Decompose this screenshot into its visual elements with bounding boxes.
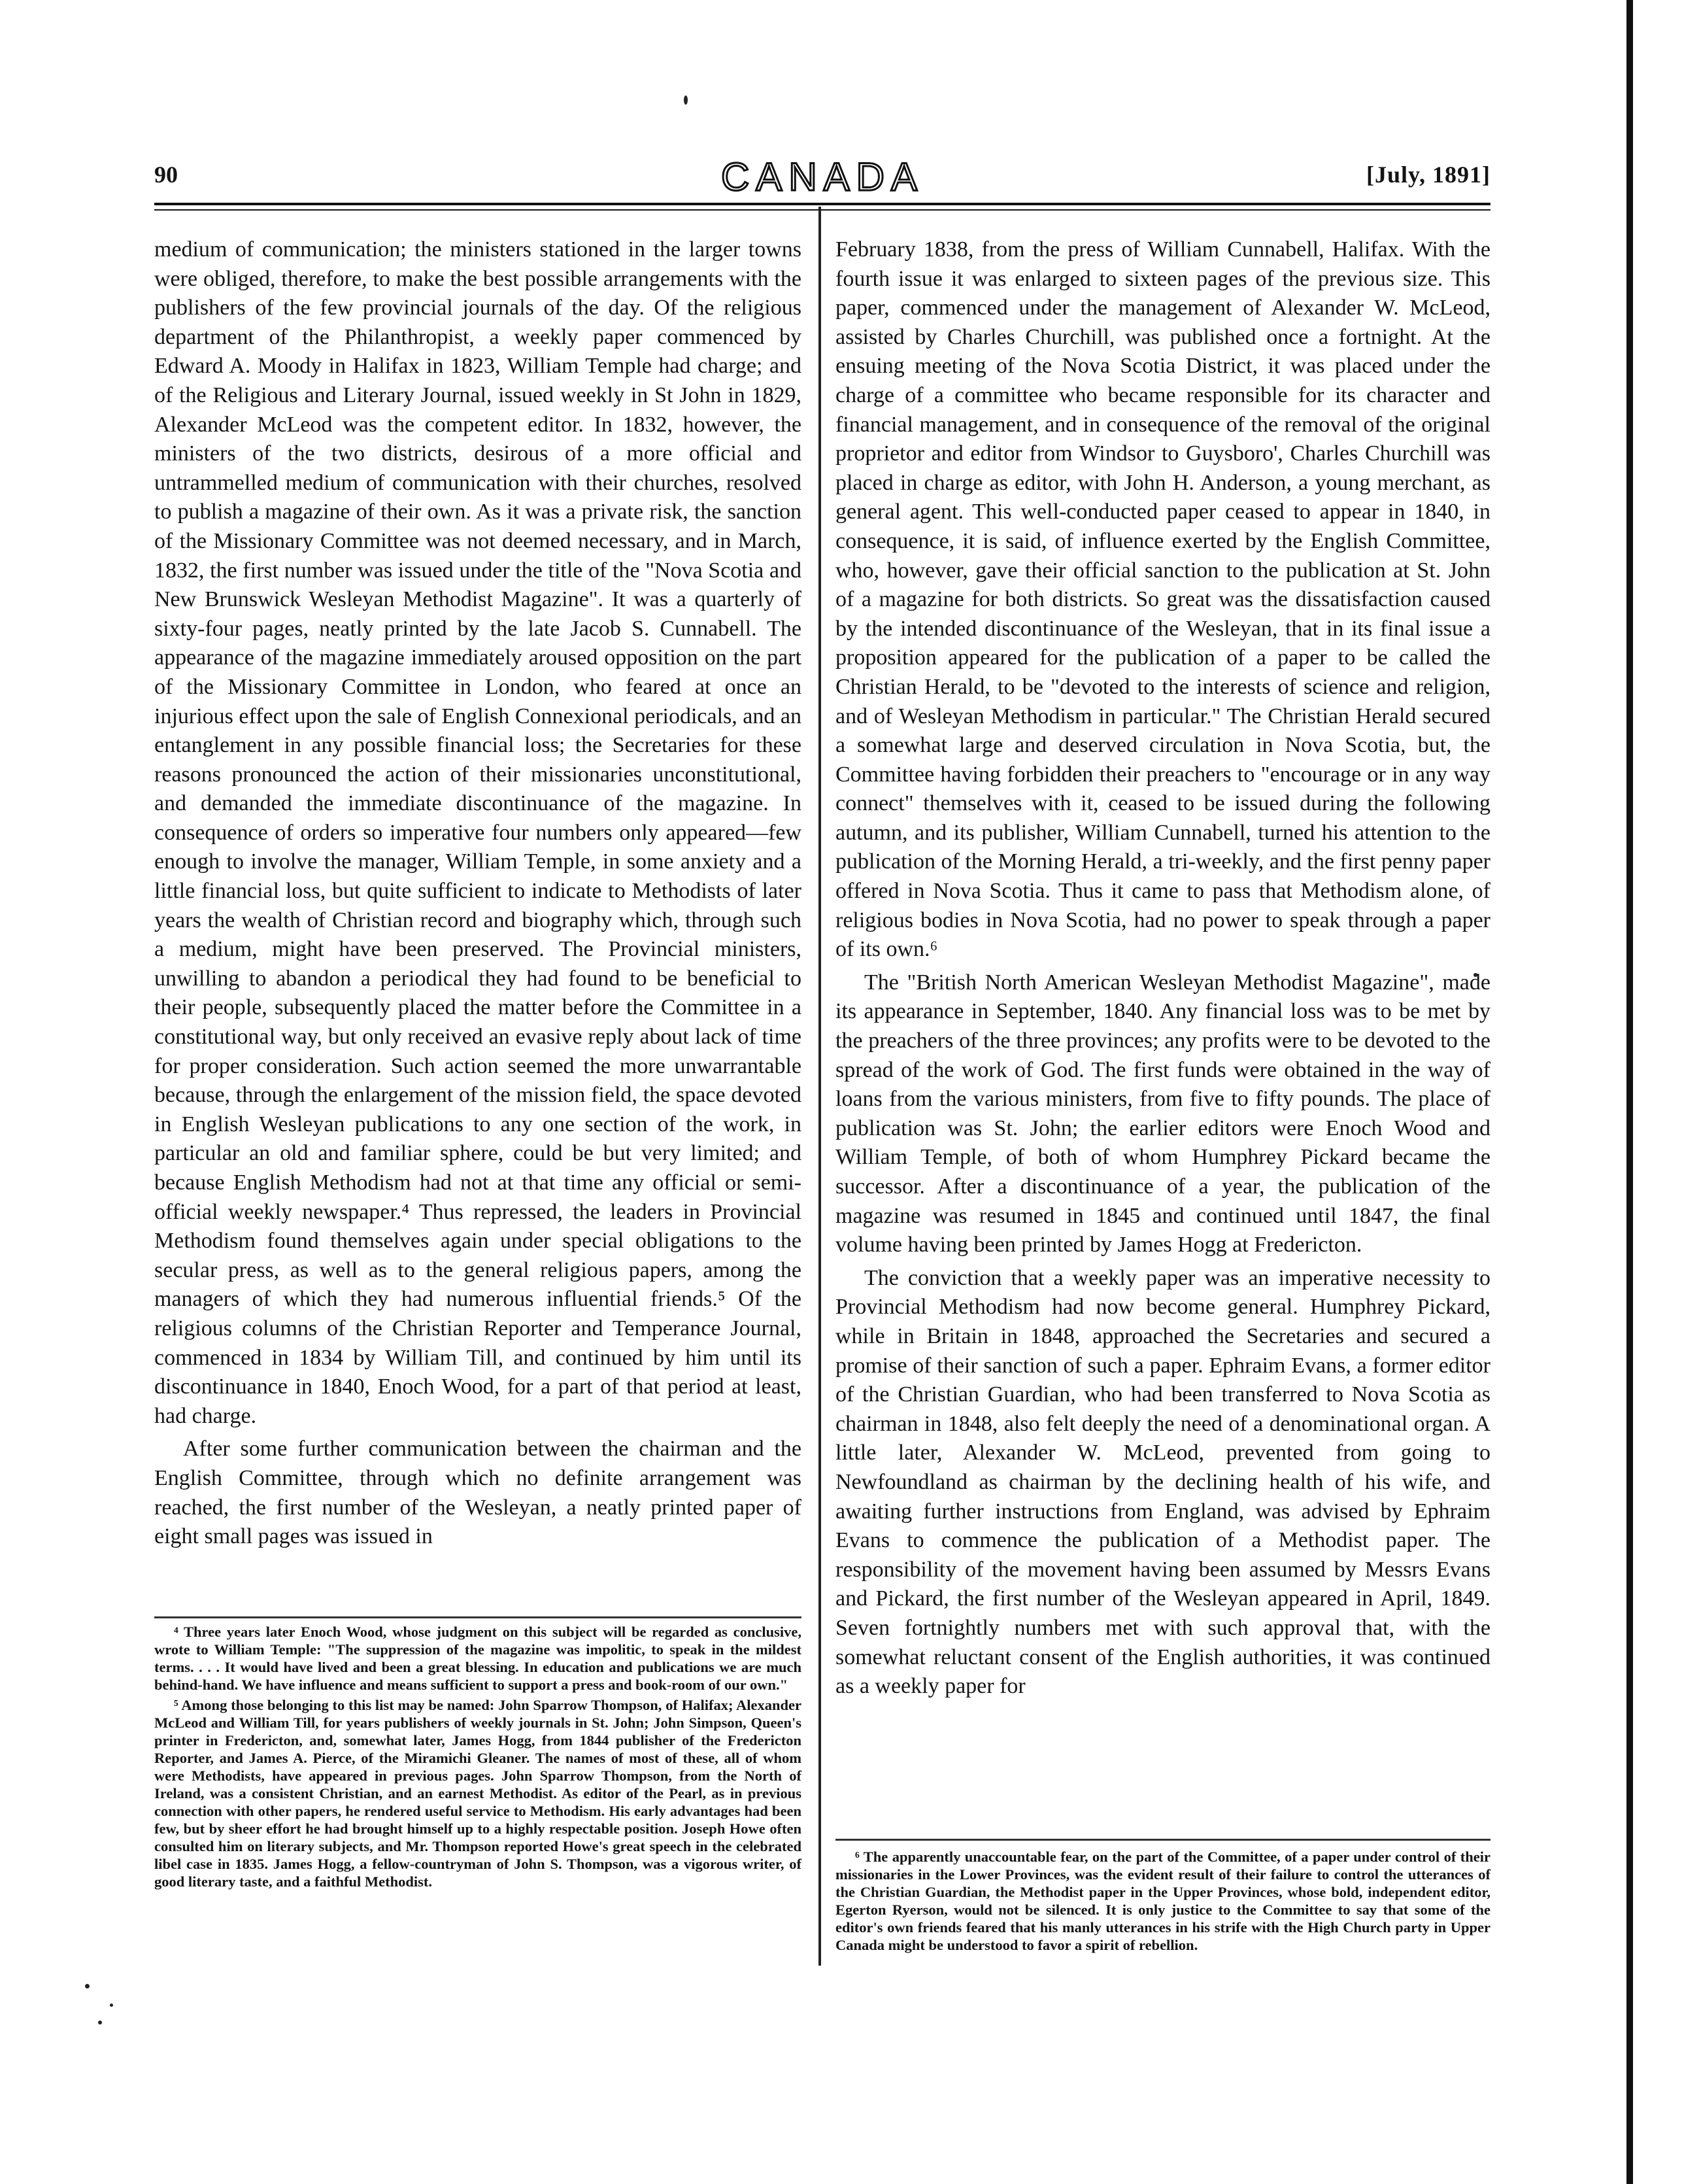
footnote-5: ⁵ Among those belonging to this list may be named: John Sparrow Thompson, of Halifax; Alexander McLeod and William Till, for years publishers of weekly journals in St. John; John Simpson, Queen's printer in Fredericton, and, somewhat later, James Hogg, from 1844 publisher of the Fredericton Reporter, and James A. Pierce, of the Miramichi Gleaner. The names of most of these, all of whom were Methodists, have appeared in previous pages. John Sparrow Thompson, from the North of Ireland, was a consistent Christian, and an earnest Methodist. As editor of the Pearl, as in previous connection with other papers, he rendered useful service to Methodism. His early advantages had been few, but by sheer effort he had brought himself up to a highly respectable position. Joseph Howe often consulted him on literary subjects, and Mr. Thompson reported Howe's great speech in the celebrated libel case in 1835. James Hogg, a fellow-countryman of John S. Thompson, was a vigorous writer, of good literary taste, and a faithful Methodist. [154, 1697, 801, 1890]
header-rule-bottom [154, 209, 1490, 211]
footnote-4: ⁴ Three years later Enoch Wood, whose judgment on this subject will be regarded as conclusive, wrote to William Temple: "The suppression of the magazine was impolitic, to speak in the mildest terms. . . . It would have lived and been a great blessing. In education and publications we are much behind-hand. We have influence and means sufficient to support a press and book-room of our own." [154, 1624, 801, 1693]
page-edge-bar [1626, 0, 1633, 2184]
right-column [835, 235, 1490, 1701]
scan-speck [684, 95, 688, 105]
scan-speck [85, 1984, 90, 1988]
issue-date: [July, 1891] [1366, 162, 1490, 188]
right-footnote-rule [835, 1839, 1490, 1841]
scan-speck [110, 2004, 113, 2007]
footnote-6: ⁶ The apparently unaccountable fear, on the part of the Committee, of a paper under control of their missionaries in the Lower Provinces, was the evident result of their failure to control the utterances of the Christian Guardian, the Methodist paper in the Upper Provinces, whose bold, independent editor, Egerton Ryerson, would not be silenced. It is only justice to the Committee to say that some of the editor's own friends feared that his manly utterances in his strife with the High Church party in Upper Canada might be understood to favor a spirit of rebellion. [835, 1849, 1490, 1953]
column-divider [818, 207, 821, 1966]
right-paragraph-1: February 1838, from the press of William Cunnabell, Halifax. With the fourth issue it was enlarged to sixteen pages of the previous size. This paper, commenced under the management of Alexander W. McLeod, assisted by Charles Churchill, was published once a fortnight. At the ensuing meeting of the Nova Scotia District, it was placed under the charge of a committee who became responsible for its character and financial management, and in consequence of the removal of the original proprietor and editor from Windsor to Guysboro', Charles Churchill was placed in charge as editor, with John H. Anderson, a young merchant, as general agent. This well-conducted paper ceased to appear in 1840, in consequence, it is said, of influence exerted by the English Committee, who, however, gave their official sanction to the publication at St. John of a magazine for both districts. So great was the dissatisfaction caused by the intended discontinuance of the Wesleyan, that in its final issue a proposition appeared for the publication of a paper to be called the Christian Herald, to be "devoted to the interests of science and religion, and of Wesleyan Methodism in particular." The Christian Herald secured a somewhat large and deserved circulation in Nova Scotia, but, the Committee having forbidden their preachers to "encourage or in any way connect" themselves with it, ceased to be issued during the following autumn, and its publisher, William Cunnabell, turned his attention to the publication of the Morning Herald, a tri-weekly, and the first penny paper offered in Nova Scotia. Thus it came to pass that Methodism alone, of religious bodies in Nova Scotia, had no power to speak through a paper of its own.⁶ [835, 237, 1490, 962]
left-paragraph-2: After some further communication between the chairman and the English Committee, through which no definite arrangement was reached, the first number of the Wesleyan, a neatly printed paper of eight small pages was issued in [154, 1437, 801, 1549]
header-rule-top [154, 203, 1490, 205]
journal-title: CANADA [720, 155, 924, 199]
right-paragraph-3: The conviction that a weekly paper was an imperative necessity to Provincial Methodism had now become general. Humphrey Pickard, while in Britain in 1848, approached the Secretaries and secured a promise of their sanction of such a paper. Ephraim Evans, a former editor of the Christian Guardian, who had been transferred to Nova Scotia as chairman in 1848, also felt deeply the need of a denominational organ. A little later, Alexander W. McLeod, prevented from going to Newfoundland as chairman by the declining health of his wife, and awaiting further instructions from England, was advised by Ephraim Evans to commence the publication of a Methodist paper. The responsibility of the movement having been assumed by Messrs Evans and Pickard, the first number of the Wesleyan appeared in April, 1849. Seven fortnightly numbers met with such approval that, with the somewhat reluctant consent of the English authorities, it was continued as a weekly paper for [835, 1265, 1490, 1699]
left-column [154, 235, 801, 1552]
scan-speck [98, 2021, 102, 2024]
left-footnotes [154, 1623, 801, 1890]
left-footnote-rule [154, 1616, 801, 1618]
page-header [154, 154, 1490, 207]
right-paragraph-2: The "British North American Wesleyan Methodist Magazine", made its appearance in September, 1840. Any financial loss was to be met by the preachers of the three provinces; any profits were to be devoted to the spread of the work of God. The first funds were obtained in the way of loans from the various ministers, from five to fifty pounds. The place of publication was St. John; the earlier editors were Enoch Wood and William Temple, of both of whom Humphrey Pickard became the successor. After a discontinuance of a year, the publication of the magazine was resumed in 1845 and continued until 1847, the final volume having been printed by James Hogg at Fredericton. [835, 970, 1490, 1257]
left-paragraph-1: medium of communication; the ministers stationed in the larger towns were obliged, therefore, to make the best possible arrangements with the publishers of the few provincial journals of the day. Of the religious department of the Philanthropist, a weekly paper commenced by Edward A. Moody in Halifax in 1823, William Temple had charge; and of the Religious and Literary Journal, issued weekly in St John in 1829, Alexander McLeod was the competent editor. In 1832, however, the ministers of the two districts, desirous of a more official and untrammelled medium of communication with their churches, resolved to publish a magazine of their own. As it was a private risk, the sanction of the Missionary Committee was not deemed necessary, and in March, 1832, the first number was issued under the title of the "Nova Scotia and New Brunswick Wesleyan Methodist Magazine". It was a quarterly of sixty-four pages, neatly printed by the late Jacob S. Cunnabell. The appearance of the magazine immediately aroused opposition on the part of the Missionary Committee in London, who feared at once an injurious effect upon the sale of English Connexional periodicals, and an entanglement in any possible financial loss; the Secretaries for these reasons pronounced the action of their missionaries unconstitutional, and demanded the immediate discontinuance of the magazine. In consequence of orders so imperative four numbers only appeared—few enough to involve the manager, William Temple, in some anxiety and a little financial loss, but quite sufficient to indicate to Methodists of later years the wealth of Christian record and biography which, through such a medium, might have been preserved. The Provincial ministers, unwilling to abandon a periodical they had found to be beneficial to their people, subsequently placed the matter before the Committee in a constitutional way, but only received an evasive reply about lack of time for proper consideration. Such action seemed the more unwarrantable because, through the enlargement of the mission field, the space devoted in English Wesleyan publications to any one section of the work, in particular an old and familiar sphere, could be but very limited; and because English Methodism had not at that time any official or semi-official weekly newspaper.⁴ Thus repressed, the leaders in Provincial Methodism found themselves again under special obligations to the secular press, as well as to the general religious papers, among the managers of which they had numerous influential friends.⁵ Of the religious columns of the Christian Reporter and Temperance Journal, commenced in 1834 by William Till, and continued by him until its discontinuance in 1840, Enoch Wood, for a part of that period at least, had charge. [154, 237, 801, 1428]
page-number: 90 [154, 162, 178, 188]
right-footnotes [835, 1848, 1490, 1954]
